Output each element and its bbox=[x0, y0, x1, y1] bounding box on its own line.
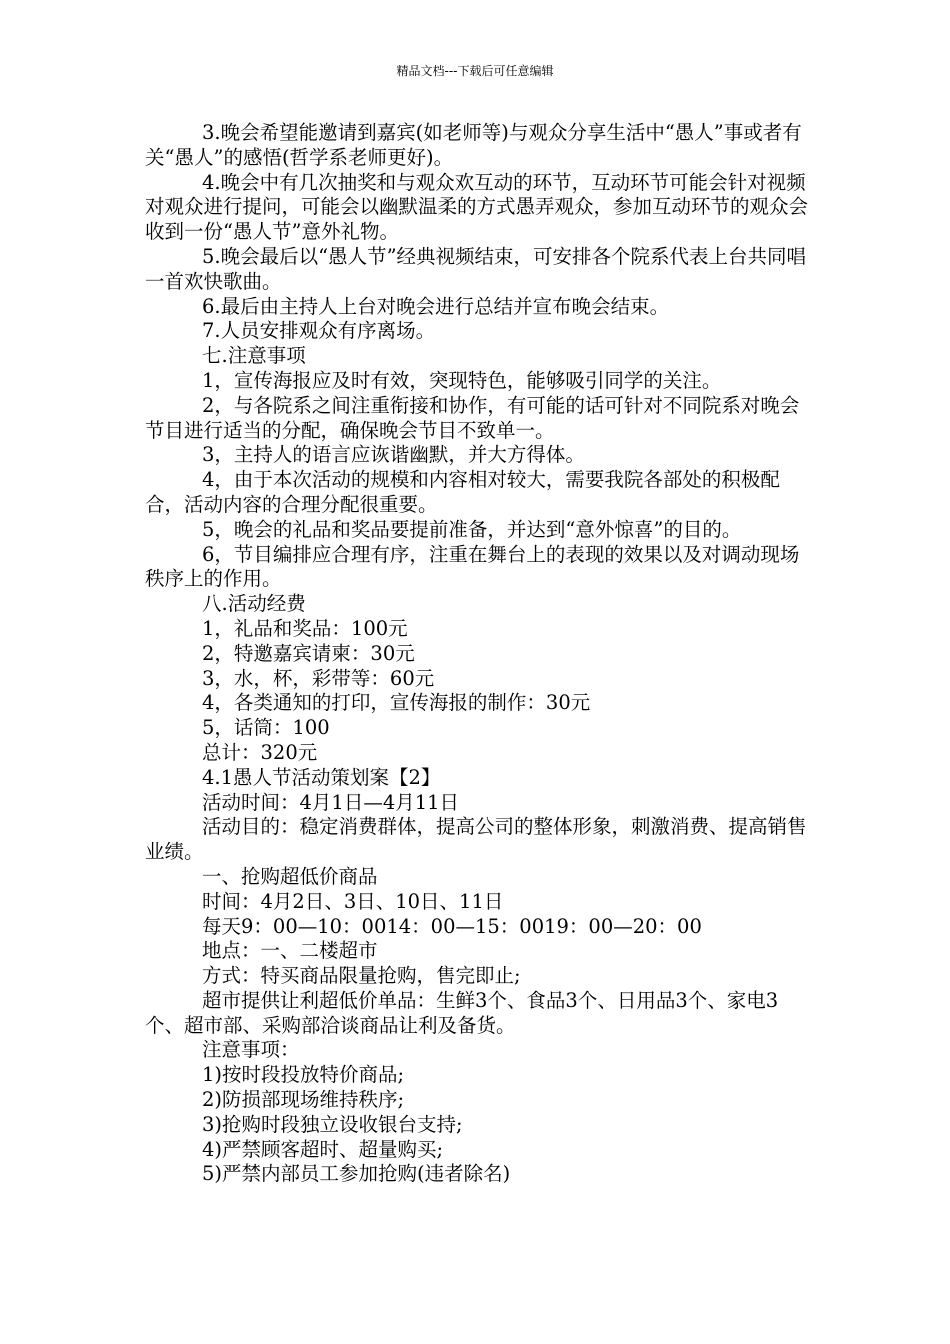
budget-item: 4，各类通知的打印，宣传海报的制作：30元 bbox=[202, 691, 591, 715]
budget-item: 5，话筒：100 bbox=[202, 716, 330, 740]
list-item: 3)抢购时段独立设收银台支持; bbox=[202, 1112, 463, 1136]
budget-item: 2，特邀嘉宾请柬：30元 bbox=[202, 641, 415, 665]
section-title: 4.1愚人节活动策划案【2】 bbox=[202, 765, 441, 789]
paragraph: 地点：一、二楼超市 bbox=[202, 939, 378, 963]
document-body bbox=[145, 121, 810, 1187]
budget-item: 3，水，杯，彩带等：60元 bbox=[202, 666, 435, 690]
paragraph: 活动时间：4月1日—4月11日 bbox=[202, 790, 460, 814]
paragraph: 5.晚会最后以“愚人节”经典视频结束，可安排各个院系代表上台共同唱一首欢快歌曲。 bbox=[145, 244, 807, 293]
paragraph: 6.最后由主持人上台对晚会进行总结并宣布晚会结束。 bbox=[202, 294, 670, 318]
paragraph: 3.晚会希望能邀请到嘉宾(如老师等)与观众分享生活中“愚人”事或者有关“愚人”的感悟(哲学系老师更好)。 bbox=[145, 121, 802, 169]
list-item: 5)严禁内部员工参加抢购(违者除名) bbox=[202, 1162, 511, 1186]
section-heading: 八.活动经费 bbox=[202, 592, 306, 616]
paragraph: 注意事项： bbox=[202, 1038, 300, 1062]
paragraph: 4.晚会中有几次抽奖和与观众欢互动的环节，互动环节可能会针对视频对观众进行提问，可能会以幽默温柔的方式愚弄观众，参加互动环节的观众会收到一份“愚人节”意外礼物。 bbox=[145, 170, 809, 244]
paragraph: 6，节目编排应合理有序，注重在舞台上的表现的效果以及对调动现场秩序上的作用。 bbox=[145, 542, 800, 591]
paragraph: 方式：特买商品限量抢购，售完即止; bbox=[202, 964, 521, 988]
paragraph: 2，与各院系之间注重衔接和协作，有可能的话可针对不同院系对晚会节目进行适当的分配，确保晚会节目不致单一。 bbox=[145, 393, 800, 442]
paragraph: 每天9：00—10：0014：00—15：0019：00—20：00 bbox=[202, 914, 702, 938]
list-item: 4)严禁顾客超时、超量购买; bbox=[202, 1137, 444, 1161]
paragraph: 1，宣传海报应及时有效，突现特色，能够吸引同学的关注。 bbox=[202, 368, 722, 392]
paragraph: 超市提供让利超低价单品：生鲜3个、食品3个、日用品3个、家电3个、超市部、采购部洽谈商品让利及备货。 bbox=[145, 988, 779, 1037]
page-header: 精品文档---下载后可任意编辑 bbox=[396, 64, 554, 78]
section-heading: 一、抢购超低价商品 bbox=[202, 864, 378, 888]
list-item: 1)按时段投放特价商品; bbox=[202, 1063, 405, 1087]
budget-item: 1，礼品和奖品：100元 bbox=[202, 616, 408, 640]
budget-total: 总计：320元 bbox=[202, 740, 318, 764]
paragraph: 5，晚会的礼品和奖品要提前准备，并达到“意外惊喜”的目的。 bbox=[202, 517, 742, 541]
list-item: 2)防损部现场维持秩序; bbox=[202, 1088, 405, 1112]
paragraph: 活动目的：稳定消费群体，提高公司的整体形象，刺激消费、提高销售业绩。 bbox=[145, 815, 807, 864]
paragraph: 7.人员安排观众有序离场。 bbox=[202, 319, 436, 343]
paragraph: 3，主持人的语言应诙谐幽默，并大方得体。 bbox=[202, 443, 585, 467]
section-heading: 七.注意事项 bbox=[202, 344, 306, 368]
paragraph: 4，由于本次活动的规模和内容相对较大，需要我院各部处的积极配合，活动内容的合理分配很重要。 bbox=[145, 468, 780, 516]
paragraph: 时间：4月2日、3日、10日、11日 bbox=[202, 889, 504, 913]
